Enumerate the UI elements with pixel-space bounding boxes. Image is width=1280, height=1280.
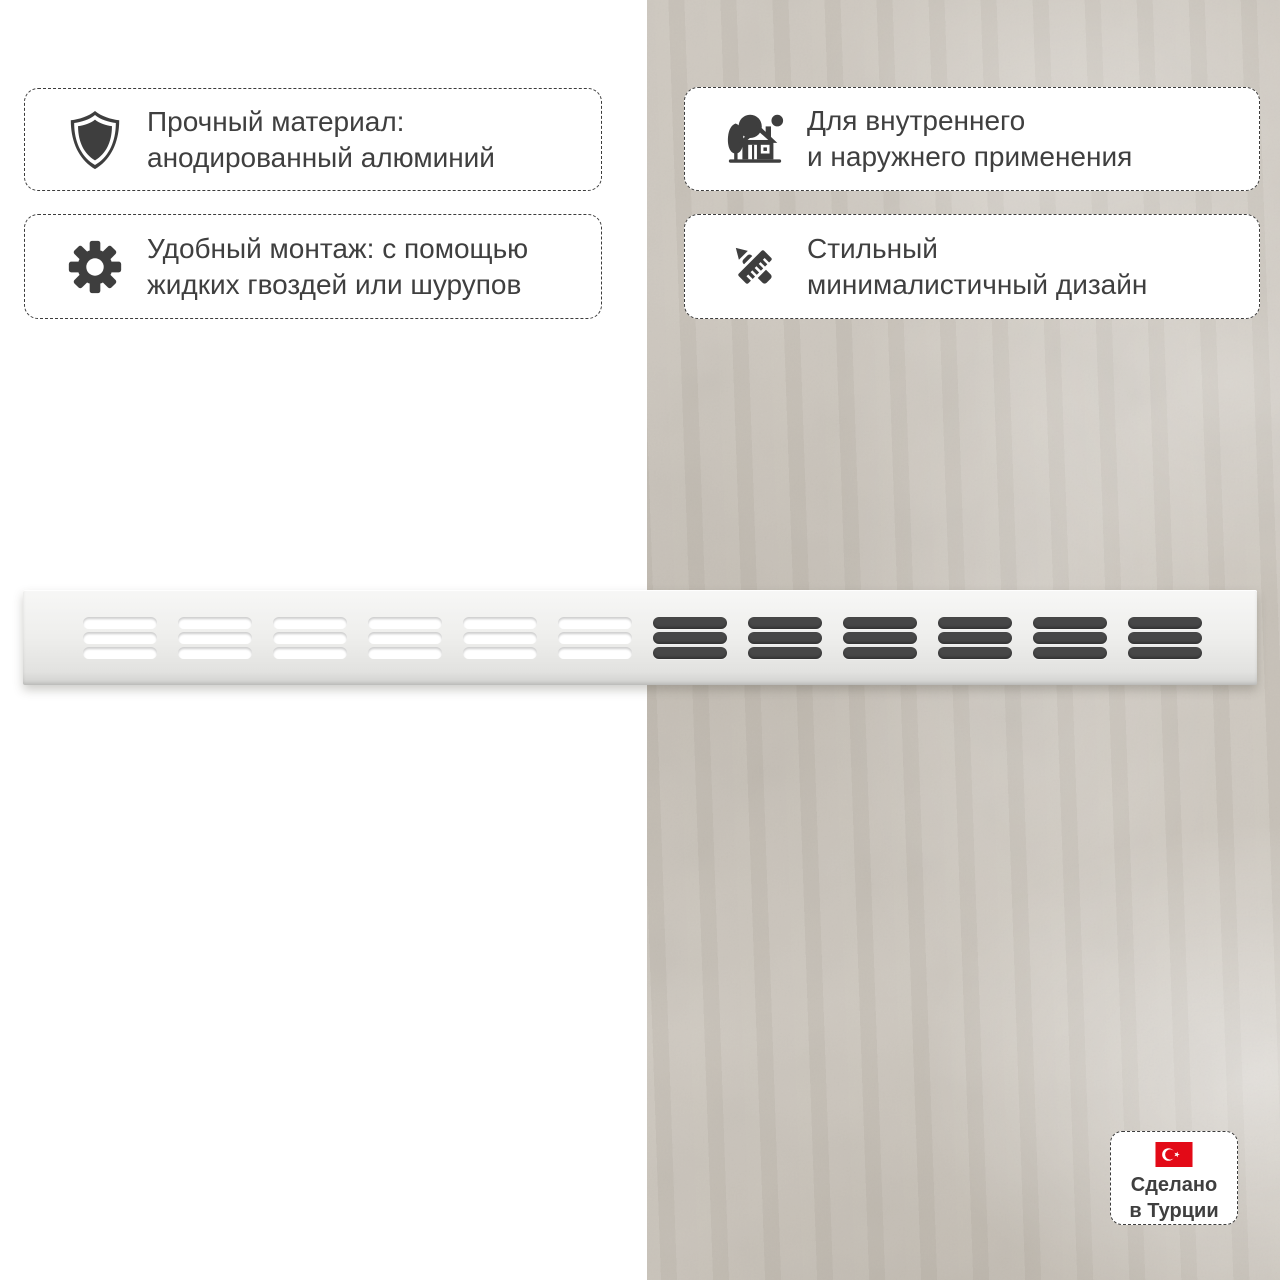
slot-group	[843, 617, 917, 659]
vent-slot	[938, 632, 1012, 644]
slot-group	[653, 617, 727, 659]
made-in-turkey-badge	[1110, 1131, 1238, 1225]
feature-line: и наружнего применения	[807, 141, 1133, 172]
feature-box-material	[24, 88, 602, 191]
vent-slot	[463, 632, 537, 644]
feature-box-usage	[684, 87, 1260, 191]
vent-slot	[273, 617, 347, 629]
feature-text	[147, 231, 528, 303]
vent-slot	[843, 632, 917, 644]
slot-group	[368, 617, 442, 659]
vent-slot	[1128, 617, 1202, 629]
vent-slot	[558, 617, 632, 629]
vent-slot	[178, 617, 252, 629]
feature-line: Удобный монтаж: с помощью	[147, 232, 529, 264]
vent-slot	[653, 647, 727, 659]
pencil-ruler-icon	[723, 235, 787, 299]
feature-box-design	[684, 214, 1260, 319]
slot-group	[463, 617, 537, 659]
vent-slot	[558, 632, 632, 644]
badge-line: Сделано	[1130, 1174, 1218, 1196]
slot-group	[83, 617, 157, 659]
slot-group	[938, 617, 1012, 659]
vent-slot	[368, 617, 442, 629]
house-icon	[723, 107, 787, 171]
vent-slot	[653, 632, 727, 644]
shield-icon	[63, 108, 127, 172]
vent-slot	[1033, 617, 1107, 629]
gear-icon	[63, 235, 127, 299]
slot-group	[748, 617, 822, 659]
vent-slot	[843, 617, 917, 629]
vent-slot	[178, 647, 252, 659]
vent-slot	[938, 647, 1012, 659]
vent-slot	[83, 632, 157, 644]
vent-slot	[653, 617, 727, 629]
slot-group	[273, 617, 347, 659]
slot-group	[558, 617, 632, 659]
vent-slot	[748, 632, 822, 644]
vent-slot	[463, 617, 537, 629]
vent-slot	[178, 632, 252, 644]
turkey-flag-icon	[1154, 1142, 1194, 1167]
vent-slot	[368, 647, 442, 659]
vent-slot	[83, 647, 157, 659]
vent-slot	[1033, 647, 1107, 659]
vent-slot	[748, 647, 822, 659]
vent-slot	[1128, 632, 1202, 644]
grille-slots	[83, 590, 1202, 685]
vent-slot	[273, 647, 347, 659]
feature-line: Прочный материал:	[147, 105, 405, 137]
feature-line: жидких гвоздей или шурупов	[147, 268, 522, 300]
vent-slot	[748, 617, 822, 629]
slot-group	[178, 617, 252, 659]
ventilation-grille	[23, 590, 1257, 685]
feature-line: минималистичный дизайн	[807, 268, 1148, 300]
badge-line: в Турции	[1129, 1200, 1219, 1222]
feature-line: анодированный алюминий	[147, 141, 495, 173]
vent-slot	[463, 647, 537, 659]
slot-group	[1033, 617, 1107, 659]
feature-line: Для внутреннего	[807, 105, 1026, 136]
slot-group	[1128, 617, 1202, 659]
vent-slot	[368, 632, 442, 644]
feature-line: Стильный	[807, 232, 938, 264]
feature-text	[807, 231, 1147, 303]
vent-slot	[83, 617, 157, 629]
badge-text	[1129, 1172, 1218, 1224]
feature-text	[807, 103, 1132, 175]
vent-slot	[843, 647, 917, 659]
vent-slot	[558, 647, 632, 659]
vent-slot	[1128, 647, 1202, 659]
vent-slot	[1033, 632, 1107, 644]
vent-slot	[938, 617, 1012, 629]
vent-slot	[273, 632, 347, 644]
feature-box-mounting	[24, 214, 602, 319]
feature-text	[147, 104, 495, 176]
